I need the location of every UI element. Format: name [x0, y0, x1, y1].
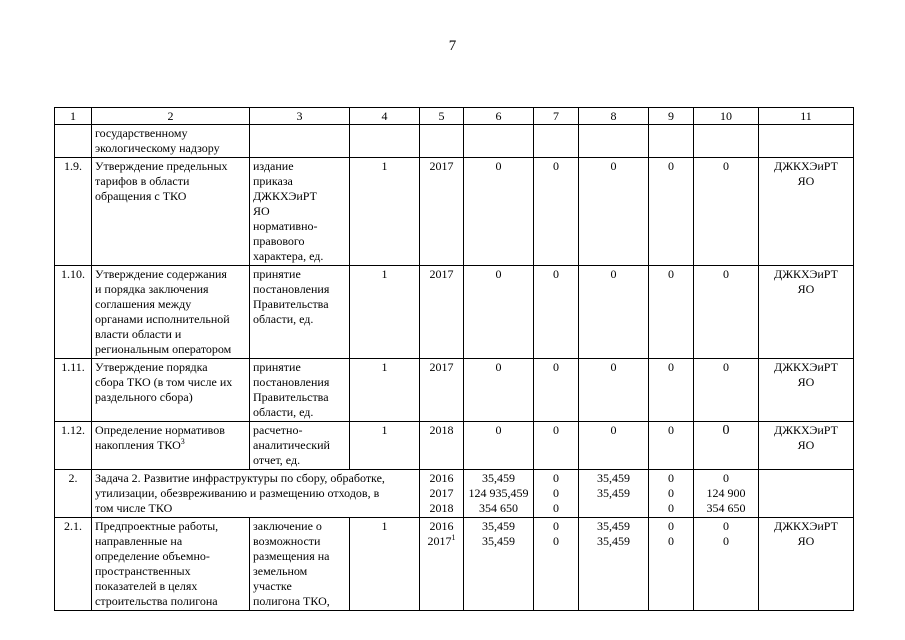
- funding-total: 0: [464, 158, 534, 266]
- table-row: [55, 518, 854, 611]
- indicator-value: 1: [350, 158, 420, 266]
- year: 2018: [420, 422, 464, 470]
- funding-regional: 35,459 35,459: [579, 470, 649, 518]
- indicator-value: 1: [350, 518, 420, 611]
- row-number: 2.1.: [55, 518, 92, 611]
- indicator-name: расчетно- аналитический отчет, ед.: [250, 422, 350, 470]
- funding-total: 35,459 124 935,459 354 650: [464, 470, 534, 518]
- row-number: 2.: [55, 470, 92, 518]
- indicator-value: 1: [350, 266, 420, 359]
- funding-regional: 35,459 35,459: [579, 518, 649, 611]
- column-number: 2: [92, 108, 250, 125]
- year: 2016 2017 2018: [420, 470, 464, 518]
- funding-local: 0 0 0: [649, 470, 694, 518]
- column-number-row: [55, 108, 854, 125]
- indicator-name: издание приказа ДЖКХЭиРТ ЯО нормативно- правового характера, ед.: [250, 158, 350, 266]
- funding-federal: 0 0 0: [534, 470, 579, 518]
- funding-local: 0 0: [649, 518, 694, 611]
- executor: ДЖКХЭиРТ ЯО: [759, 158, 854, 266]
- row-number: 1.11.: [55, 359, 92, 422]
- funding-local: [649, 125, 694, 158]
- year: 2017: [420, 359, 464, 422]
- year: [420, 518, 464, 611]
- executor: ДЖКХЭиРТ ЯО: [759, 266, 854, 359]
- measure-name: Утверждение предельных тарифов в области обращения с ТКО: [92, 158, 250, 266]
- row-number: [55, 125, 92, 158]
- funding-federal: 0: [534, 359, 579, 422]
- measure-name: Утверждение содержания и порядка заключения соглашения между органами исполнительной власти области и региональным оператором: [92, 266, 250, 359]
- column-number: 8: [579, 108, 649, 125]
- funding-local: 0: [649, 359, 694, 422]
- funding-other: 0 0: [694, 518, 759, 611]
- table-row: [55, 125, 854, 158]
- table-row: [55, 158, 854, 266]
- measure-name: [92, 422, 250, 470]
- measure-name-text: Определение нормативов накопления ТКО: [95, 423, 225, 452]
- column-number: 6: [464, 108, 534, 125]
- row-number: 1.9.: [55, 158, 92, 266]
- task-title: Задача 2. Развитие инфраструктуры по сбору, обработке, утилизации, обезвреживанию и размещению отходов, в том числе ТКО: [92, 470, 420, 518]
- funding-regional: [579, 125, 649, 158]
- year: 2017: [420, 266, 464, 359]
- funding-federal: 0 0: [534, 518, 579, 611]
- funding-local: 0: [649, 422, 694, 470]
- column-number: 10: [694, 108, 759, 125]
- row-number: 1.10.: [55, 266, 92, 359]
- funding-local: 0: [649, 266, 694, 359]
- funding-other: 0: [694, 158, 759, 266]
- funding-total: 0: [464, 359, 534, 422]
- executor: ДЖКХЭиРТ ЯО: [759, 518, 854, 611]
- funding-local: 0: [649, 158, 694, 266]
- indicator-value: 1: [350, 359, 420, 422]
- funding-other: 0: [694, 266, 759, 359]
- funding-federal: 0: [534, 158, 579, 266]
- indicator-name: заключение о возможности размещения на земельном участке полигона ТКО,: [250, 518, 350, 611]
- column-number: 11: [759, 108, 854, 125]
- program-table: [54, 107, 854, 611]
- table-row: [55, 359, 854, 422]
- funding-federal: [534, 125, 579, 158]
- funding-other: 0 124 900 354 650: [694, 470, 759, 518]
- measure-name: государственному экологическому надзору: [92, 125, 250, 158]
- funding-regional: 0: [579, 359, 649, 422]
- indicator-value: 1: [350, 422, 420, 470]
- funding-total: 35,459 35,459: [464, 518, 534, 611]
- executor: ДЖКХЭиРТ ЯО: [759, 422, 854, 470]
- indicator-name: [250, 125, 350, 158]
- funding-total: 0: [464, 266, 534, 359]
- column-number: 5: [420, 108, 464, 125]
- funding-regional: 0: [579, 266, 649, 359]
- page-number: 7: [448, 38, 457, 54]
- executor: ДЖКХЭиРТ ЯО: [759, 359, 854, 422]
- task-row: [55, 470, 854, 518]
- indicator-name: принятие постановления Правительства области, ед.: [250, 266, 350, 359]
- measure-name: Предпроектные работы, направленные на определение объемно- пространственных показателей в целях строительства полигона: [92, 518, 250, 611]
- funding-other: [694, 125, 759, 158]
- indicator-name: принятие постановления Правительства области, ед.: [250, 359, 350, 422]
- footnote-marker: 1: [451, 533, 456, 542]
- funding-regional: 0: [579, 422, 649, 470]
- year: [420, 125, 464, 158]
- table-row: [55, 266, 854, 359]
- funding-federal: 0: [534, 422, 579, 470]
- indicator-value: [350, 125, 420, 158]
- row-number: 1.12.: [55, 422, 92, 470]
- column-number: 4: [350, 108, 420, 125]
- table-row: [55, 422, 854, 470]
- year-line: 2017$^1$: [427, 533, 456, 548]
- footnote-marker: 3: [180, 437, 185, 446]
- executor: [759, 125, 854, 158]
- funding-other: 0: [694, 422, 759, 470]
- year-line: 2016: [429, 519, 454, 533]
- column-number: 9: [649, 108, 694, 125]
- executor: [759, 470, 854, 518]
- funding-other: 0: [694, 359, 759, 422]
- funding-regional: 0: [579, 158, 649, 266]
- measure-name: Утверждение порядка сбора ТКО (в том числе их раздельного сбора): [92, 359, 250, 422]
- year: 2017: [420, 158, 464, 266]
- funding-total: [464, 125, 534, 158]
- column-number: 3: [250, 108, 350, 125]
- column-number: 7: [534, 108, 579, 125]
- column-number: 1: [55, 108, 92, 125]
- funding-federal: 0: [534, 266, 579, 359]
- funding-total: 0: [464, 422, 534, 470]
